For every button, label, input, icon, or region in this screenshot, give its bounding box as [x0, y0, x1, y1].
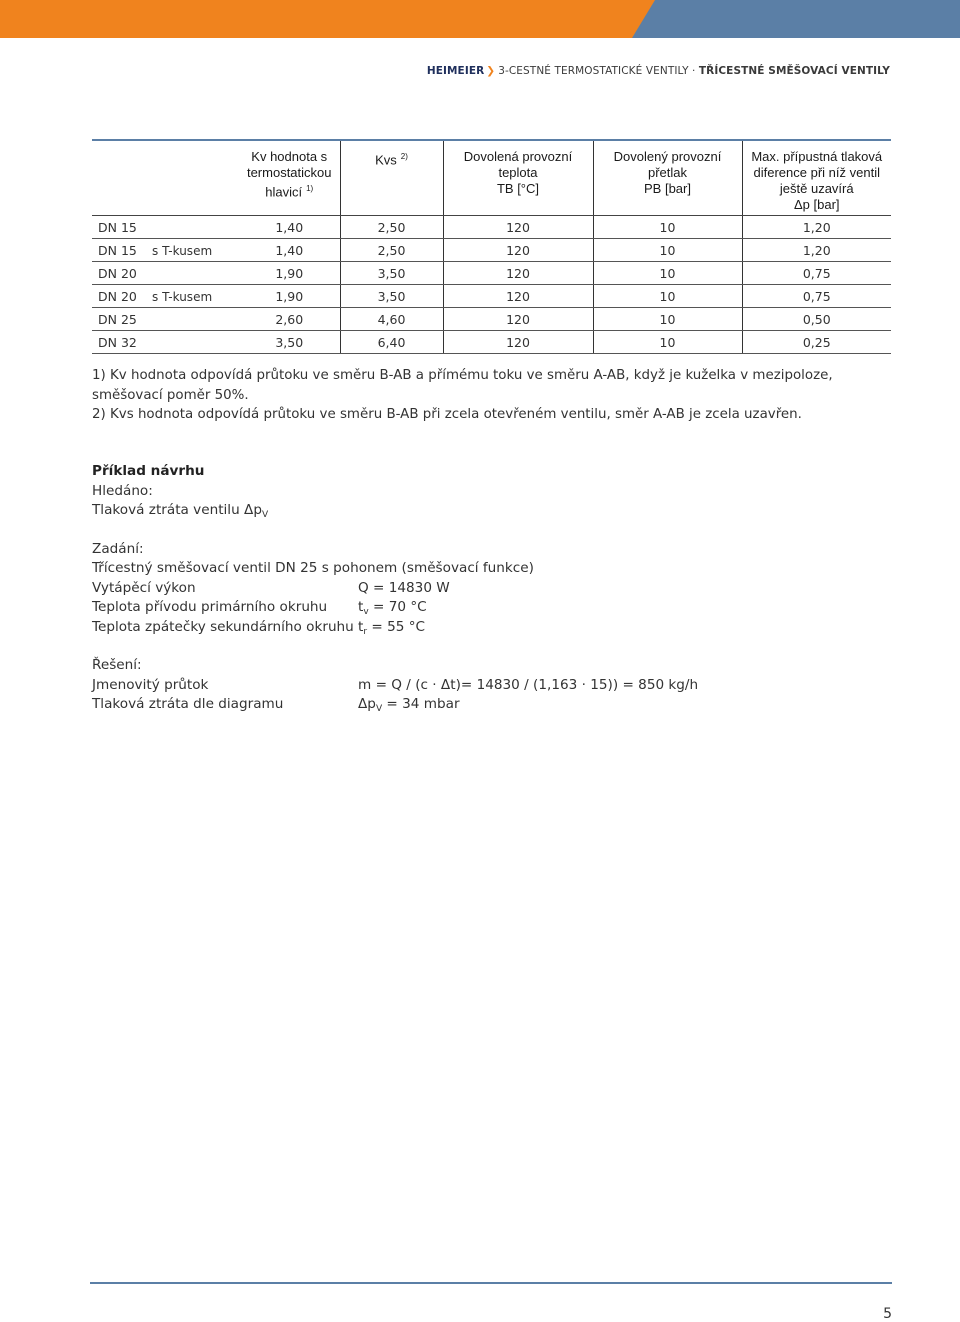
chevron-right-icon: ❯: [486, 65, 496, 77]
dp-cell: 1,20: [742, 239, 891, 262]
footer-rule: [90, 1282, 892, 1284]
kvs-cell: 3,50: [340, 262, 443, 285]
column-header: [340, 140, 443, 216]
supply-label: Teplota přívodu primárního okruhu: [92, 599, 328, 615]
spec-table-wrapper: [92, 139, 891, 354]
return-value: [358, 619, 425, 635]
heat-value: Q = 14830 W: [358, 580, 450, 596]
header-subsection: TŘÍCESTNÉ SMĚŠOVACÍ VENTILY: [698, 65, 890, 77]
dp-cell: 0,75: [742, 285, 891, 308]
table-header-row: [92, 140, 891, 216]
column-header-line: diference při níž ventil: [753, 165, 880, 180]
footnotes: [92, 366, 882, 425]
column-header-line: TB [°C]: [496, 181, 540, 196]
column-header-line: ještě uzavírá: [779, 181, 854, 196]
supply-number: = 70 °C: [368, 599, 427, 615]
column-header-line: Max. přípustná tlaková: [751, 149, 883, 164]
header-section: 3-CESTNÉ TERMOSTATICKÉ VENTILY ·: [498, 65, 699, 77]
dp-cell: 0,50: [742, 308, 891, 331]
table-row: [92, 331, 891, 354]
column-header-line: Δp [bar]: [793, 197, 840, 212]
pb-cell: 10: [593, 308, 742, 331]
given-label: Zadání:: [92, 541, 144, 557]
supply-subscript: v: [363, 607, 369, 617]
heat-label: Vytápěcí výkon: [92, 580, 196, 596]
tb-cell: 120: [443, 262, 593, 285]
return-label: Teplota zpátečky sekundárního okruhu: [92, 619, 354, 635]
flow-label: Jmenovitý průtok: [92, 677, 209, 693]
dp-cell: 1,20: [742, 216, 891, 239]
return-number: = 55 °C: [367, 619, 425, 635]
tb-cell: 120: [443, 331, 593, 354]
pb-cell: 10: [593, 285, 742, 308]
loss-value: [358, 696, 460, 712]
brand-name: HEIMEIER: [426, 65, 485, 77]
variant-cell: [152, 308, 239, 331]
column-header-line: přetlak: [647, 165, 688, 180]
kv-cell: 3,50: [239, 331, 340, 354]
table-row: [92, 308, 891, 331]
dn-cell: DN 25: [92, 308, 152, 331]
kvs-cell: 6,40: [340, 331, 443, 354]
dn-cell: DN 15: [92, 239, 152, 262]
table-row: [92, 239, 891, 262]
given-text: Třícestný směšovací ventil DN 25 s pohonem (směšovací funkce): [92, 560, 534, 576]
return-symbol: t: [358, 619, 364, 635]
sought-label: Hledáno:: [92, 483, 153, 499]
kv-cell: 1,90: [239, 285, 340, 308]
table-row: [92, 262, 891, 285]
column-header-line: Kvs: [375, 152, 397, 168]
pb-cell: 10: [593, 216, 742, 239]
loss-label: Tlaková ztráta dle diagramu: [92, 696, 284, 712]
column-header: [593, 140, 742, 216]
variant-cell: [152, 331, 239, 354]
spec-table: [92, 139, 891, 354]
page-number: 5: [883, 1306, 892, 1322]
kvs-cell: 2,50: [340, 216, 443, 239]
blue-band: [632, 0, 960, 38]
pb-cell: 10: [593, 331, 742, 354]
column-header-line: Dovolená provozní: [463, 149, 573, 164]
tb-cell: 120: [443, 285, 593, 308]
pb-cell: 10: [593, 239, 742, 262]
header-blank-cell: [92, 140, 239, 216]
footnote-marker: 1): [306, 184, 314, 193]
dn-cell: DN 20: [92, 285, 152, 308]
dn-cell: DN 15: [92, 216, 152, 239]
top-color-bar: [0, 0, 960, 38]
footnote-1: 1) Kv hodnota odpovídá průtoku ve směru B-AB a přímému toku ve směru A-AB, když je kuželka v mezipoloze, směšovací poměr 50%.: [92, 368, 833, 403]
column-header-line: Kv hodnota s: [251, 149, 328, 164]
running-header: [427, 65, 890, 77]
supply-value: [358, 599, 427, 615]
variant-cell: s T-kusem: [152, 285, 239, 308]
column-header-line: teplota: [498, 165, 538, 180]
return-subscript: r: [363, 627, 368, 637]
tb-cell: 120: [443, 239, 593, 262]
dp-cell: 0,75: [742, 262, 891, 285]
example-title: Příklad návrhu: [92, 463, 205, 479]
loss-number: = 34 mbar: [382, 696, 460, 712]
sought-subscript: V: [261, 510, 269, 520]
tb-cell: 120: [443, 308, 593, 331]
dn-cell: DN 20: [92, 262, 152, 285]
variant-cell: [152, 262, 239, 285]
kv-cell: 1,90: [239, 262, 340, 285]
flow-value: m = Q / (c · Δt)= 14830 / (1,163 · 15)) = 850 kg/h: [358, 677, 699, 693]
variant-cell: s T-kusem: [152, 239, 239, 262]
loss-symbol: Δp: [358, 696, 376, 712]
dn-cell: DN 32: [92, 331, 152, 354]
kv-cell: 2,60: [239, 308, 340, 331]
kvs-cell: 2,50: [340, 239, 443, 262]
sought-text-main: Tlaková ztráta ventilu Δp: [92, 502, 262, 518]
supply-symbol: t: [358, 599, 364, 615]
column-header-line: termostatickou: [246, 165, 332, 180]
column-header: [239, 140, 340, 216]
kvs-cell: 3,50: [340, 285, 443, 308]
column-header: [742, 140, 891, 216]
loss-subscript: V: [375, 704, 383, 714]
footnote-marker: 2): [400, 152, 408, 161]
tb-cell: 120: [443, 216, 593, 239]
table-row: [92, 285, 891, 308]
kv-cell: 1,40: [239, 239, 340, 262]
column-header: [443, 140, 593, 216]
table-row: [92, 216, 891, 239]
column-header-line: hlavicí: [265, 184, 303, 200]
solution-label: Řešení:: [92, 657, 142, 673]
dp-cell: 0,25: [742, 331, 891, 354]
kv-cell: 1,40: [239, 216, 340, 239]
pb-cell: 10: [593, 262, 742, 285]
column-header-line: PB [bar]: [644, 181, 691, 196]
column-header-line: Dovolený provozní: [613, 149, 722, 164]
sought-text: [92, 502, 268, 518]
footnote-2: 2) Kvs hodnota odpovídá průtoku ve směru B-AB při zcela otevřeném ventilu, směr A-AB je zcela uzavřen.: [92, 407, 802, 422]
kvs-cell: 4,60: [340, 308, 443, 331]
variant-cell: [152, 216, 239, 239]
